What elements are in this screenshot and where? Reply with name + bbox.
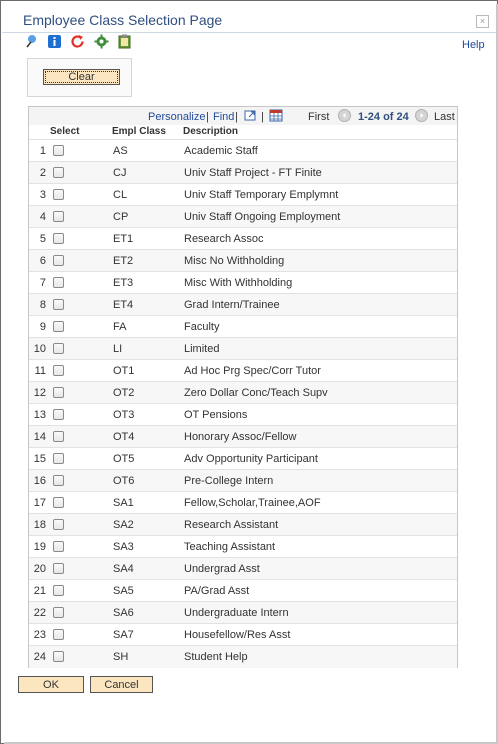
class-description: Fellow,Scholar,Trainee,AOF — [184, 497, 321, 509]
row-number: 24 — [33, 651, 46, 663]
table-row — [29, 381, 457, 404]
select-checkbox[interactable] — [53, 387, 64, 398]
class-description: Univ Staff Temporary Emplymnt — [184, 189, 339, 201]
row-number: 5 — [39, 233, 46, 245]
table-row — [29, 425, 457, 448]
class-description: Grad Intern/Trainee — [184, 299, 280, 311]
row-number: 2 — [39, 167, 46, 179]
table-row — [29, 447, 457, 470]
class-description: Student Help — [184, 651, 248, 663]
table-row — [29, 557, 457, 580]
row-number: 16 — [33, 475, 46, 487]
row-number: 3 — [39, 189, 46, 201]
table-row — [29, 535, 457, 558]
empl-class-code: OT4 — [113, 431, 135, 443]
table-row — [29, 337, 457, 360]
empl-class-code: ET2 — [113, 255, 134, 267]
dialog-title: Employee Class Selection Page — [23, 12, 223, 28]
select-checkbox[interactable] — [53, 431, 64, 442]
empl-class-code: LI — [113, 343, 123, 355]
table-row — [29, 359, 457, 382]
row-number: 11 — [34, 365, 46, 377]
class-description: Faculty — [184, 321, 220, 333]
row-number: 8 — [39, 299, 46, 311]
empl-class-code: OT1 — [113, 365, 135, 377]
table-row — [29, 293, 457, 316]
empl-class-code: ET4 — [113, 299, 134, 311]
info-icon[interactable] — [47, 34, 62, 49]
select-checkbox[interactable] — [53, 563, 64, 574]
row-number: 20 — [33, 563, 46, 575]
select-checkbox[interactable] — [53, 519, 64, 530]
empl-class-code: OT5 — [113, 453, 135, 465]
select-checkbox[interactable] — [53, 629, 64, 640]
class-description: Misc With Withholding — [184, 277, 293, 289]
select-checkbox[interactable] — [53, 541, 64, 552]
class-description: Univ Staff Ongoing Employment — [184, 211, 341, 223]
select-checkbox[interactable] — [53, 277, 64, 288]
empl-class-code: OT6 — [113, 475, 135, 487]
row-number: 22 — [33, 607, 46, 619]
select-checkbox[interactable] — [53, 409, 64, 420]
empl-class-code: SH — [113, 651, 129, 663]
empl-class-code: SA7 — [113, 629, 134, 641]
select-checkbox[interactable] — [53, 475, 64, 486]
class-description: Research Assoc — [184, 233, 264, 245]
empl-class-code: ET3 — [113, 277, 134, 289]
class-description: Academic Staff — [184, 145, 258, 157]
separator: | — [261, 111, 264, 123]
select-checkbox[interactable] — [53, 651, 64, 662]
header-select: Select — [50, 126, 80, 137]
row-number: 6 — [39, 255, 46, 267]
empl-class-code: OT2 — [113, 387, 135, 399]
empl-class-code: SA1 — [113, 497, 134, 509]
table-row — [29, 491, 457, 514]
clear-section — [27, 58, 132, 97]
close-button[interactable]: × — [476, 15, 489, 28]
row-number: 12 — [33, 387, 46, 399]
select-checkbox[interactable] — [53, 299, 64, 310]
class-description: Misc No Withholding — [184, 255, 285, 267]
class-description: OT Pensions — [184, 409, 248, 421]
clear-button[interactable]: Clear — [43, 69, 120, 85]
empl-class-code: CL — [113, 189, 128, 201]
row-number: 1 — [39, 145, 46, 157]
class-description: PA/Grad Asst — [184, 585, 250, 597]
class-description: Zero Dollar Conc/Teach Supv — [184, 387, 328, 399]
header-description: Description — [183, 126, 239, 137]
table-row — [29, 271, 457, 294]
empl-class-code: SA2 — [113, 519, 134, 531]
class-description: Teaching Assistant — [184, 541, 276, 553]
separator: | — [206, 111, 209, 123]
select-checkbox[interactable] — [53, 233, 64, 244]
row-number: 4 — [39, 211, 46, 223]
previous-page-arrow-icon[interactable] — [338, 109, 351, 122]
empl-class-code: SA4 — [113, 563, 134, 575]
select-checkbox[interactable] — [53, 343, 64, 354]
first-label[interactable]: First — [308, 111, 330, 123]
table-row — [29, 623, 457, 646]
table-row — [29, 183, 457, 206]
select-checkbox[interactable] — [53, 145, 64, 156]
select-checkbox[interactable] — [53, 365, 64, 376]
row-number: 10 — [33, 343, 46, 355]
table-row — [29, 139, 457, 162]
table-row — [29, 249, 457, 272]
table-row — [29, 161, 457, 184]
row-number: 18 — [33, 519, 46, 531]
help-link[interactable]: Help — [462, 39, 485, 51]
pin-icon[interactable] — [24, 34, 39, 49]
clipboard-icon[interactable] — [117, 34, 132, 49]
class-description: Research Assistant — [184, 519, 279, 531]
empl-class-code: ET1 — [113, 233, 134, 245]
class-description: Housefellow/Res Asst — [184, 629, 291, 641]
class-description: Undergrad Asst — [184, 563, 260, 575]
class-description: Honorary Assoc/Fellow — [184, 431, 297, 443]
class-description: Limited — [184, 343, 220, 355]
empl-class-code: CP — [113, 211, 129, 223]
view-all-icon[interactable] — [244, 109, 257, 125]
select-checkbox[interactable] — [53, 607, 64, 618]
grid-navigation-bar — [29, 107, 457, 126]
select-checkbox[interactable] — [53, 497, 64, 508]
row-number: 19 — [33, 541, 46, 553]
class-description: Univ Staff Project - FT Finite — [184, 167, 322, 179]
header-empl-class: Empl Class — [112, 126, 166, 137]
row-number: 21 — [33, 585, 46, 597]
class-description: Pre-College Intern — [184, 475, 274, 487]
table-row — [29, 645, 457, 668]
table-row — [29, 601, 457, 624]
cancel-button[interactable]: Cancel — [90, 676, 153, 693]
table-row — [29, 579, 457, 602]
row-number: 7 — [39, 277, 46, 289]
table-row — [29, 513, 457, 536]
row-number: 15 — [33, 453, 46, 465]
select-checkbox[interactable] — [53, 189, 64, 200]
select-checkbox[interactable] — [53, 167, 64, 178]
table-row — [29, 205, 457, 228]
select-checkbox[interactable] — [53, 585, 64, 596]
gear-icon[interactable] — [94, 34, 109, 49]
class-description: Adv Opportunity Participant — [184, 453, 318, 465]
row-number: 17 — [33, 497, 46, 509]
class-description: Ad Hoc Prg Spec/Corr Tutor — [184, 365, 321, 377]
title-bar — [2, 2, 496, 33]
table-row — [29, 469, 457, 492]
empl-class-code: AS — [113, 145, 128, 157]
empl-class-code: SA5 — [113, 585, 134, 597]
refresh-icon[interactable] — [70, 34, 85, 49]
download-grid-icon[interactable] — [269, 109, 283, 125]
empl-class-code: CJ — [113, 167, 127, 179]
class-description: Undergraduate Intern — [184, 607, 289, 619]
find-link[interactable]: Find — [213, 111, 235, 123]
select-checkbox[interactable] — [53, 321, 64, 332]
select-checkbox[interactable] — [53, 211, 64, 222]
row-number: 13 — [33, 409, 46, 421]
next-page-arrow-icon[interactable] — [415, 109, 428, 122]
empl-class-code: OT3 — [113, 409, 135, 421]
empl-class-code: SA3 — [113, 541, 134, 553]
row-count: 1-24 of 24 — [358, 111, 409, 123]
row-number: 14 — [33, 431, 46, 443]
empl-class-code: SA6 — [113, 607, 134, 619]
table-row — [29, 403, 457, 426]
employee-class-grid — [28, 106, 458, 668]
select-checkbox[interactable] — [53, 453, 64, 464]
empl-class-code: FA — [113, 321, 127, 333]
last-label[interactable]: Last — [434, 111, 455, 123]
table-row — [29, 227, 457, 250]
row-number: 23 — [33, 629, 46, 641]
grid-header-row — [29, 125, 457, 138]
table-row — [29, 315, 457, 338]
row-number: 9 — [39, 321, 46, 333]
personalize-link[interactable]: Personalize — [148, 111, 206, 123]
select-checkbox[interactable] — [53, 255, 64, 266]
ok-button[interactable]: OK — [18, 676, 84, 693]
separator: | — [235, 111, 238, 123]
